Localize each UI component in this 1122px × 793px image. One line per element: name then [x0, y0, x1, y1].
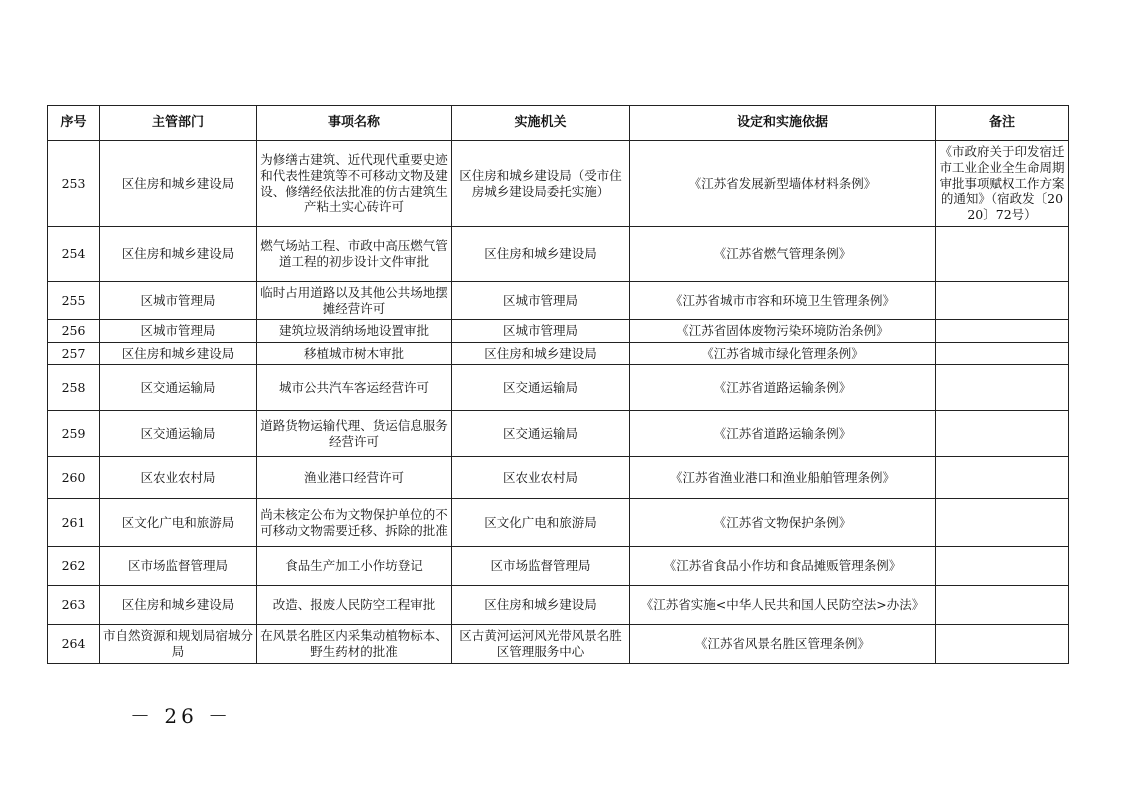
header-note: 备注	[936, 106, 1069, 141]
cell-dept: 区城市管理局	[100, 282, 257, 320]
table-row	[48, 411, 1069, 457]
table-row	[48, 343, 1069, 365]
cell-item: 为修缮古建筑、近代现代重要史迹和代表性建筑等不可移动文物及建设、修缮经依法批准的仿古建筑生产粘土实心砖许可	[257, 141, 452, 227]
cell-note	[936, 343, 1069, 365]
cell-agency: 区交通运输局	[452, 411, 630, 457]
cell-item: 道路货物运输代理、货运信息服务经营许可	[257, 411, 452, 457]
approval-items-table	[47, 105, 1069, 664]
cell-note	[936, 282, 1069, 320]
cell-basis: 《江苏省固体废物污染环境防治条例》	[630, 320, 936, 343]
cell-agency: 区住房和城乡建设局（受市住房城乡建设局委托实施）	[452, 141, 630, 227]
table-row	[48, 547, 1069, 586]
cell-agency: 区古黄河运河风光带风景名胜区管理服务中心	[452, 625, 630, 664]
cell-agency: 区农业农村局	[452, 457, 630, 499]
table-header-row	[48, 106, 1069, 141]
cell-note	[936, 547, 1069, 586]
table-row	[48, 227, 1069, 282]
cell-dept: 区文化广电和旅游局	[100, 499, 257, 547]
cell-agency: 区城市管理局	[452, 282, 630, 320]
cell-basis: 《江苏省道路运输条例》	[630, 411, 936, 457]
cell-no: 257	[48, 343, 100, 365]
cell-basis: 《江苏省渔业港口和渔业船舶管理条例》	[630, 457, 936, 499]
cell-no: 260	[48, 457, 100, 499]
cell-no: 253	[48, 141, 100, 227]
cell-no: 259	[48, 411, 100, 457]
header-dept: 主管部门	[100, 106, 257, 141]
header-item: 事项名称	[257, 106, 452, 141]
cell-dept: 区住房和城乡建设局	[100, 141, 257, 227]
cell-agency: 区住房和城乡建设局	[452, 343, 630, 365]
cell-dept: 区交通运输局	[100, 411, 257, 457]
table-row	[48, 282, 1069, 320]
cell-basis: 《江苏省风景名胜区管理条例》	[630, 625, 936, 664]
cell-item: 城市公共汽车客运经营许可	[257, 365, 452, 411]
cell-note	[936, 499, 1069, 547]
cell-item: 燃气场站工程、市政中高压燃气管道工程的初步设计文件审批	[257, 227, 452, 282]
cell-note	[936, 625, 1069, 664]
cell-item: 建筑垃圾消纳场地设置审批	[257, 320, 452, 343]
cell-dept: 区市场监督管理局	[100, 547, 257, 586]
cell-basis: 《江苏省燃气管理条例》	[630, 227, 936, 282]
cell-note	[936, 365, 1069, 411]
cell-dept: 区住房和城乡建设局	[100, 586, 257, 625]
cell-note	[936, 411, 1069, 457]
table-row	[48, 141, 1069, 227]
cell-note	[936, 586, 1069, 625]
cell-dept: 区住房和城乡建设局	[100, 227, 257, 282]
cell-no: 264	[48, 625, 100, 664]
cell-agency: 区市场监督管理局	[452, 547, 630, 586]
cell-agency: 区交通运输局	[452, 365, 630, 411]
table-row	[48, 499, 1069, 547]
cell-agency: 区城市管理局	[452, 320, 630, 343]
cell-basis: 《江苏省城市绿化管理条例》	[630, 343, 936, 365]
cell-basis: 《江苏省食品小作坊和食品摊贩管理条例》	[630, 547, 936, 586]
header-basis: 设定和实施依据	[630, 106, 936, 141]
page-number: － 26 －	[130, 704, 233, 728]
cell-basis: 《江苏省实施<中华人民共和国人民防空法>办法》	[630, 586, 936, 625]
cell-item: 改造、报废人民防空工程审批	[257, 586, 452, 625]
cell-note: 《市政府关于印发宿迁市工业企业全生命周期审批事项赋权工作方案的通知》（宿政发〔2020〕72号）	[936, 141, 1069, 227]
cell-dept: 市自然资源和规划局宿城分局	[100, 625, 257, 664]
cell-dept: 区城市管理局	[100, 320, 257, 343]
cell-dept: 区农业农村局	[100, 457, 257, 499]
table-row	[48, 320, 1069, 343]
cell-item: 食品生产加工小作坊登记	[257, 547, 452, 586]
table-row	[48, 365, 1069, 411]
cell-no: 258	[48, 365, 100, 411]
cell-note	[936, 457, 1069, 499]
cell-no: 262	[48, 547, 100, 586]
header-agency: 实施机关	[452, 106, 630, 141]
table-row	[48, 625, 1069, 664]
cell-note	[936, 227, 1069, 282]
cell-basis: 《江苏省文物保护条例》	[630, 499, 936, 547]
cell-basis: 《江苏省发展新型墙体材料条例》	[630, 141, 936, 227]
table-row	[48, 457, 1069, 499]
cell-no: 256	[48, 320, 100, 343]
cell-item: 尚未核定公布为文物保护单位的不可移动文物需要迁移、拆除的批准	[257, 499, 452, 547]
header-no: 序号	[48, 106, 100, 141]
cell-item: 渔业港口经营许可	[257, 457, 452, 499]
cell-note	[936, 320, 1069, 343]
cell-basis: 《江苏省城市市容和环境卫生管理条例》	[630, 282, 936, 320]
cell-no: 254	[48, 227, 100, 282]
cell-no: 263	[48, 586, 100, 625]
cell-item: 临时占用道路以及其他公共场地摆摊经营许可	[257, 282, 452, 320]
cell-no: 255	[48, 282, 100, 320]
cell-item: 移植城市树木审批	[257, 343, 452, 365]
cell-basis: 《江苏省道路运输条例》	[630, 365, 936, 411]
table-row	[48, 586, 1069, 625]
cell-no: 261	[48, 499, 100, 547]
cell-agency: 区文化广电和旅游局	[452, 499, 630, 547]
cell-agency: 区住房和城乡建设局	[452, 227, 630, 282]
cell-agency: 区住房和城乡建设局	[452, 586, 630, 625]
cell-dept: 区交通运输局	[100, 365, 257, 411]
cell-dept: 区住房和城乡建设局	[100, 343, 257, 365]
cell-item: 在风景名胜区内采集动植物标本、野生药材的批准	[257, 625, 452, 664]
